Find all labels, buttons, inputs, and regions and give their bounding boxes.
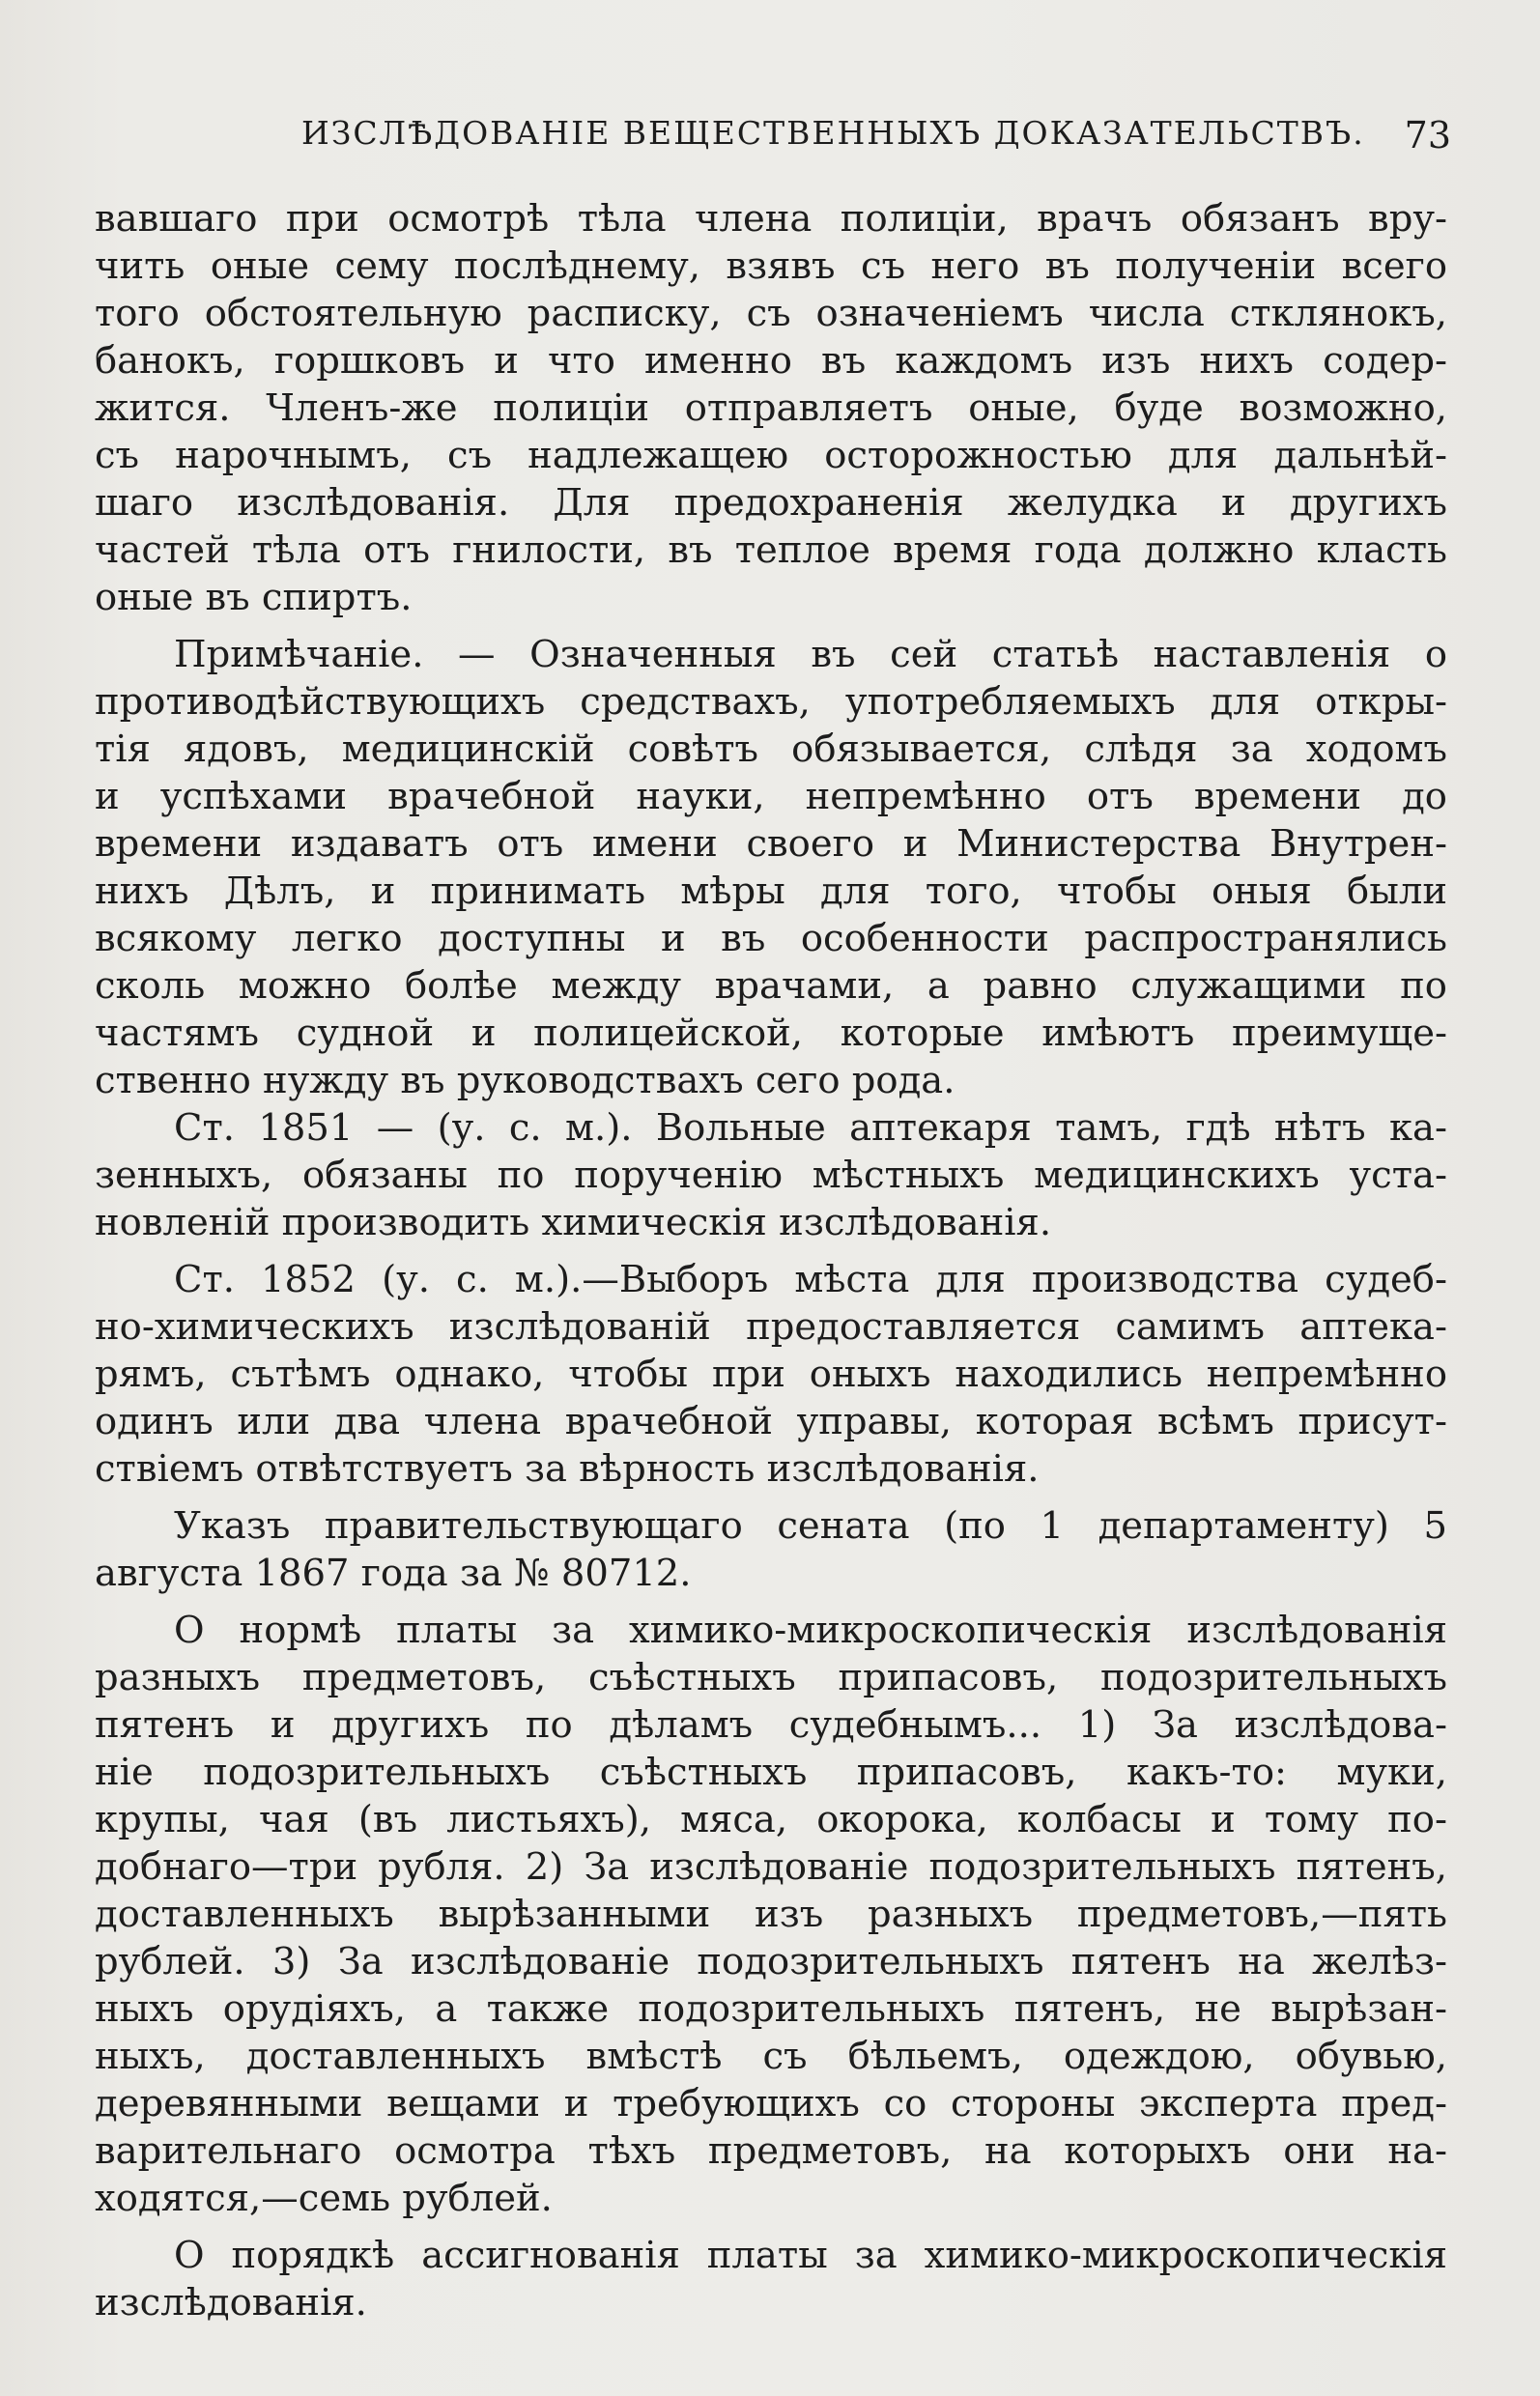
text-line: жится. Членъ-же полиціи отправляетъ оные, буде возможно, [95, 386, 1447, 430]
text-line: ныхъ, доставленныхъ вмѣстѣ съ бѣльемъ, одеждою, обувью, [95, 2035, 1447, 2078]
text-line: доставленныхъ вырѣзанными изъ разныхъ предметовъ,—пять [95, 1893, 1447, 1936]
text-line: августа 1867 года за № 80712. [95, 1552, 692, 1595]
text-line: варительнаго осмотра тѣхъ предметовъ, на которыхъ они на- [95, 2129, 1447, 2173]
text-line: одинъ или два члена врачебной управы, которая всѣмъ присут- [95, 1400, 1447, 1443]
text-line: добнаго—три рубля. 2) За изслѣдованіе подозрительныхъ пятенъ, [95, 1845, 1447, 1889]
text-line: изслѣдованія. [95, 2281, 367, 2325]
text-line: вавшаго при осмотрѣ тѣла члена полиціи, врачъ обязанъ вру- [95, 197, 1447, 241]
text-line: новленій производить химическія изслѣдованія. [95, 1201, 1052, 1244]
page-number: 73 [1404, 114, 1451, 157]
text-line: ніе подозрительныхъ съѣстныхъ припасовъ, какъ-то: муки, [95, 1751, 1447, 1794]
text-line: ныхъ орудіяхъ, а также подозрительныхъ пятенъ, не вырѣзан- [95, 1987, 1447, 2031]
text-line: того обстоятельную расписку, съ означеніемъ числа стклянокъ, [95, 292, 1447, 335]
text-line: и успѣхами врачебной науки, непремѣнно отъ времени до [95, 775, 1447, 818]
text-line: частямъ судной и полицейской, которые имѣютъ преимуще- [95, 1012, 1447, 1055]
text-line: рямъ, сътѣмъ однако, чтобы при оныхъ находились непремѣнно [95, 1353, 1447, 1396]
running-head [301, 114, 1451, 172]
text-line: рублей. 3) За изслѣдованіе подозрительныхъ пятенъ на желѣз- [95, 1940, 1447, 1983]
text-line: О порядкѣ ассигнованія платы за химико-микроскопическія [174, 2234, 1447, 2277]
paragraph-note [95, 631, 1447, 1104]
text-line: времени издаватъ отъ имени своего и Министерства Внутрен- [95, 822, 1447, 866]
text-line: нихъ Дѣлъ, и принимать мѣры для того, чтобы оныя были [95, 870, 1447, 913]
text-line: крупы, чая (въ листьяхъ), мяса, окорока, колбасы и тому по- [95, 1798, 1447, 1841]
body-text [95, 195, 1447, 2326]
text-line: но-химическихъ изслѣдованій предоставляется самимъ аптека- [95, 1305, 1447, 1349]
text-line: всякому легко доступны и въ особенности распространялись [95, 917, 1447, 960]
running-title: ИЗСЛѢДОВАНІЕ ВЕЩЕСТВЕННЫХЪ ДОКАЗАТЕЛЬСТВЪ. [301, 114, 1365, 152]
text-line: Указъ правительствующаго сената (по 1 департаменту) 5 [174, 1504, 1447, 1548]
text-line: ходятся,—семь рублей. [95, 2177, 553, 2220]
paragraph-assignment [95, 2232, 1447, 2326]
text-line: тія ядовъ, медицинскій совѣтъ обязывается, слѣдя за ходомъ [95, 727, 1447, 771]
paragraph-decree [95, 1502, 1447, 1597]
text-line: оные въ спиртъ. [95, 576, 413, 619]
text-line: ствіемъ отвѣтствуетъ за вѣрность изслѣдованія. [95, 1447, 1040, 1491]
text-line: ственно нужду въ руководствахъ сего рода. [95, 1059, 955, 1102]
text-line: съ нарочнымъ, съ надлежащею осторожностью для дальнѣй- [95, 434, 1447, 477]
text-line: пятенъ и другихъ по дѣламъ судебнымъ... 1) За изслѣдова- [95, 1703, 1447, 1747]
text-line: банокъ, горшковъ и что именно въ каждомъ изъ нихъ содер- [95, 339, 1447, 383]
text-line: частей тѣла отъ гнилости, въ теплое время года должно класть [95, 528, 1447, 572]
paragraph [95, 195, 1447, 621]
text-line: чить оные сему послѣднему, взявъ съ него въ полученіи всего [95, 244, 1447, 288]
text-line: разныхъ предметовъ, съѣстныхъ припасовъ, подозрительныхъ [95, 1656, 1447, 1699]
text-line: противодѣйствующихъ средствахъ, употребляемыхъ для откры- [95, 680, 1447, 724]
text-line: Примѣчаніе. — Означенныя въ сей статьѣ наставленія о [174, 633, 1447, 676]
text-line: деревянными вещами и требующихъ со стороны эксперта пред- [95, 2082, 1447, 2125]
paragraph-article-1852 [95, 1256, 1447, 1493]
text-line: зенныхъ, обязаны по порученію мѣстныхъ медицинскихъ уста- [95, 1154, 1447, 1197]
text-line: шаго изслѣдованія. Для предохраненія желудка и другихъ [95, 481, 1447, 525]
text-line: сколь можно болѣе между врачами, а равно служащими по [95, 964, 1447, 1008]
paragraph-article-1851 [95, 1104, 1447, 1246]
paragraph-fee-norms [95, 1607, 1447, 2222]
text-line: О нормѣ платы за химико-микроскопическія изслѣдованія [174, 1609, 1447, 1652]
text-line: Ст. 1851 — (у. с. м.). Вольные аптекаря тамъ, гдѣ нѣтъ ка- [174, 1106, 1447, 1150]
text-line: Ст. 1852 (у. с. м.).—Выборъ мѣста для производства судеб- [174, 1258, 1447, 1301]
